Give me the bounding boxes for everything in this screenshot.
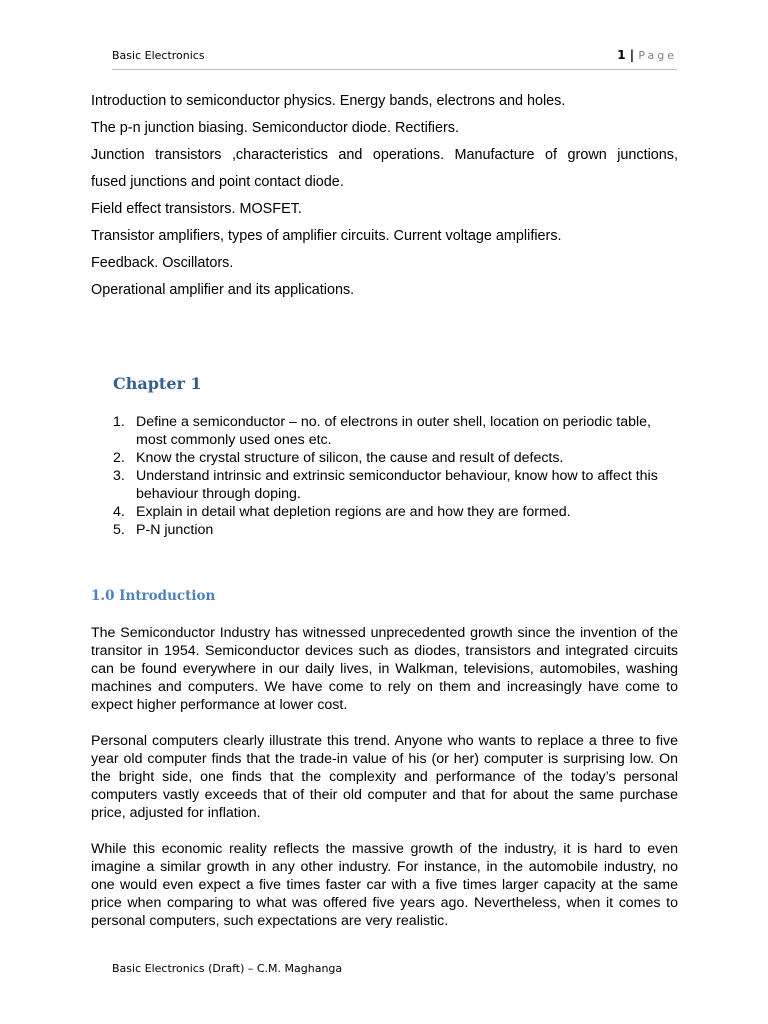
- paragraph: While this economic reality reflects the massive growth of the industry, it is hard to even imagine a similar growth in any other industry. For instance, in the automobile industry, no one would even expect a five times faster car with a five times larger capacity at the same price when comparing to what was offered five years ago. Nevertheless, when it comes to personal computers, such expectations are very realistic.: [91, 841, 678, 929]
- page-header: [112, 47, 677, 70]
- list-number: 1.: [113, 414, 125, 430]
- page-separator: |: [625, 48, 639, 62]
- syllabus-item: Operational amplifier and its applications.: [91, 282, 355, 298]
- chapter-heading: Chapter 1: [113, 374, 202, 393]
- page-word: Page: [638, 49, 677, 62]
- syllabus-item: Field effect transistors. MOSFET.: [91, 201, 302, 217]
- syllabus-list: [91, 92, 678, 308]
- list-text: Explain in detail what depletion regions are and how they are formed.: [136, 504, 571, 520]
- list-number: 2.: [113, 450, 125, 466]
- page-number-label: [617, 48, 677, 62]
- syllabus-item: Feedback. Oscillators.: [91, 255, 234, 271]
- list-text: Know the crystal structure of silicon, the cause and result of defects.: [136, 450, 564, 466]
- objectives-list: [113, 413, 683, 539]
- list-number: 4.: [113, 504, 125, 520]
- paragraph: The Semiconductor Industry has witnessed unprecedented growth since the invention of the transitor in 1954. Semiconductor devices such as diodes, transistors and integrated circuits can be found everywhere in our daily lives, in Walkman, televisions, automobiles, washing machines and computers. We have come to rely on them and increasingly have come to expect higher performance at lower cost.: [91, 625, 678, 713]
- header-title: Basic Electronics: [112, 49, 205, 62]
- list-text: Understand intrinsic and extrinsic semiconductor behaviour, know how to affect this behaviour through doping.: [136, 468, 658, 502]
- list-item: [113, 503, 683, 521]
- paragraph: Personal computers clearly illustrate this trend. Anyone who wants to replace a three to five year old computer finds that the trade-in value of his (or her) computer is surprising low. On the bright side, one finds that the complexity and performance of the today’s personal computers vastly exceeds that of their old computer and that for about the same purchase price, adjusted for inflation.: [91, 733, 678, 821]
- list-number: 5.: [113, 522, 125, 538]
- section-heading: 1.0 Introduction: [91, 588, 216, 604]
- section-body: [91, 624, 678, 948]
- list-item: [113, 449, 683, 467]
- list-text: P-N junction: [136, 522, 214, 538]
- list-item: [113, 467, 683, 503]
- syllabus-item: Junction transistors ,characteristics and operations. Manufacture of grown junctions,: [91, 147, 678, 163]
- list-number: 3.: [113, 468, 125, 484]
- page-number: 1: [617, 48, 626, 62]
- syllabus-item: Introduction to semiconductor physics. Energy bands, electrons and holes.: [91, 93, 566, 109]
- syllabus-item: The p-n junction biasing. Semiconductor diode. Rectifiers.: [91, 120, 459, 136]
- syllabus-item: Transistor amplifiers, types of amplifier circuits. Current voltage amplifiers.: [91, 228, 562, 244]
- list-item: [113, 521, 683, 539]
- list-item: [113, 413, 683, 449]
- page-footer: Basic Electronics (Draft) – C.M. Maghanga: [112, 962, 343, 975]
- syllabus-item: fused junctions and point contact diode.: [91, 174, 344, 190]
- list-text: Define a semiconductor – no. of electrons in outer shell, location on periodic table, most commonly used ones etc.: [136, 414, 651, 448]
